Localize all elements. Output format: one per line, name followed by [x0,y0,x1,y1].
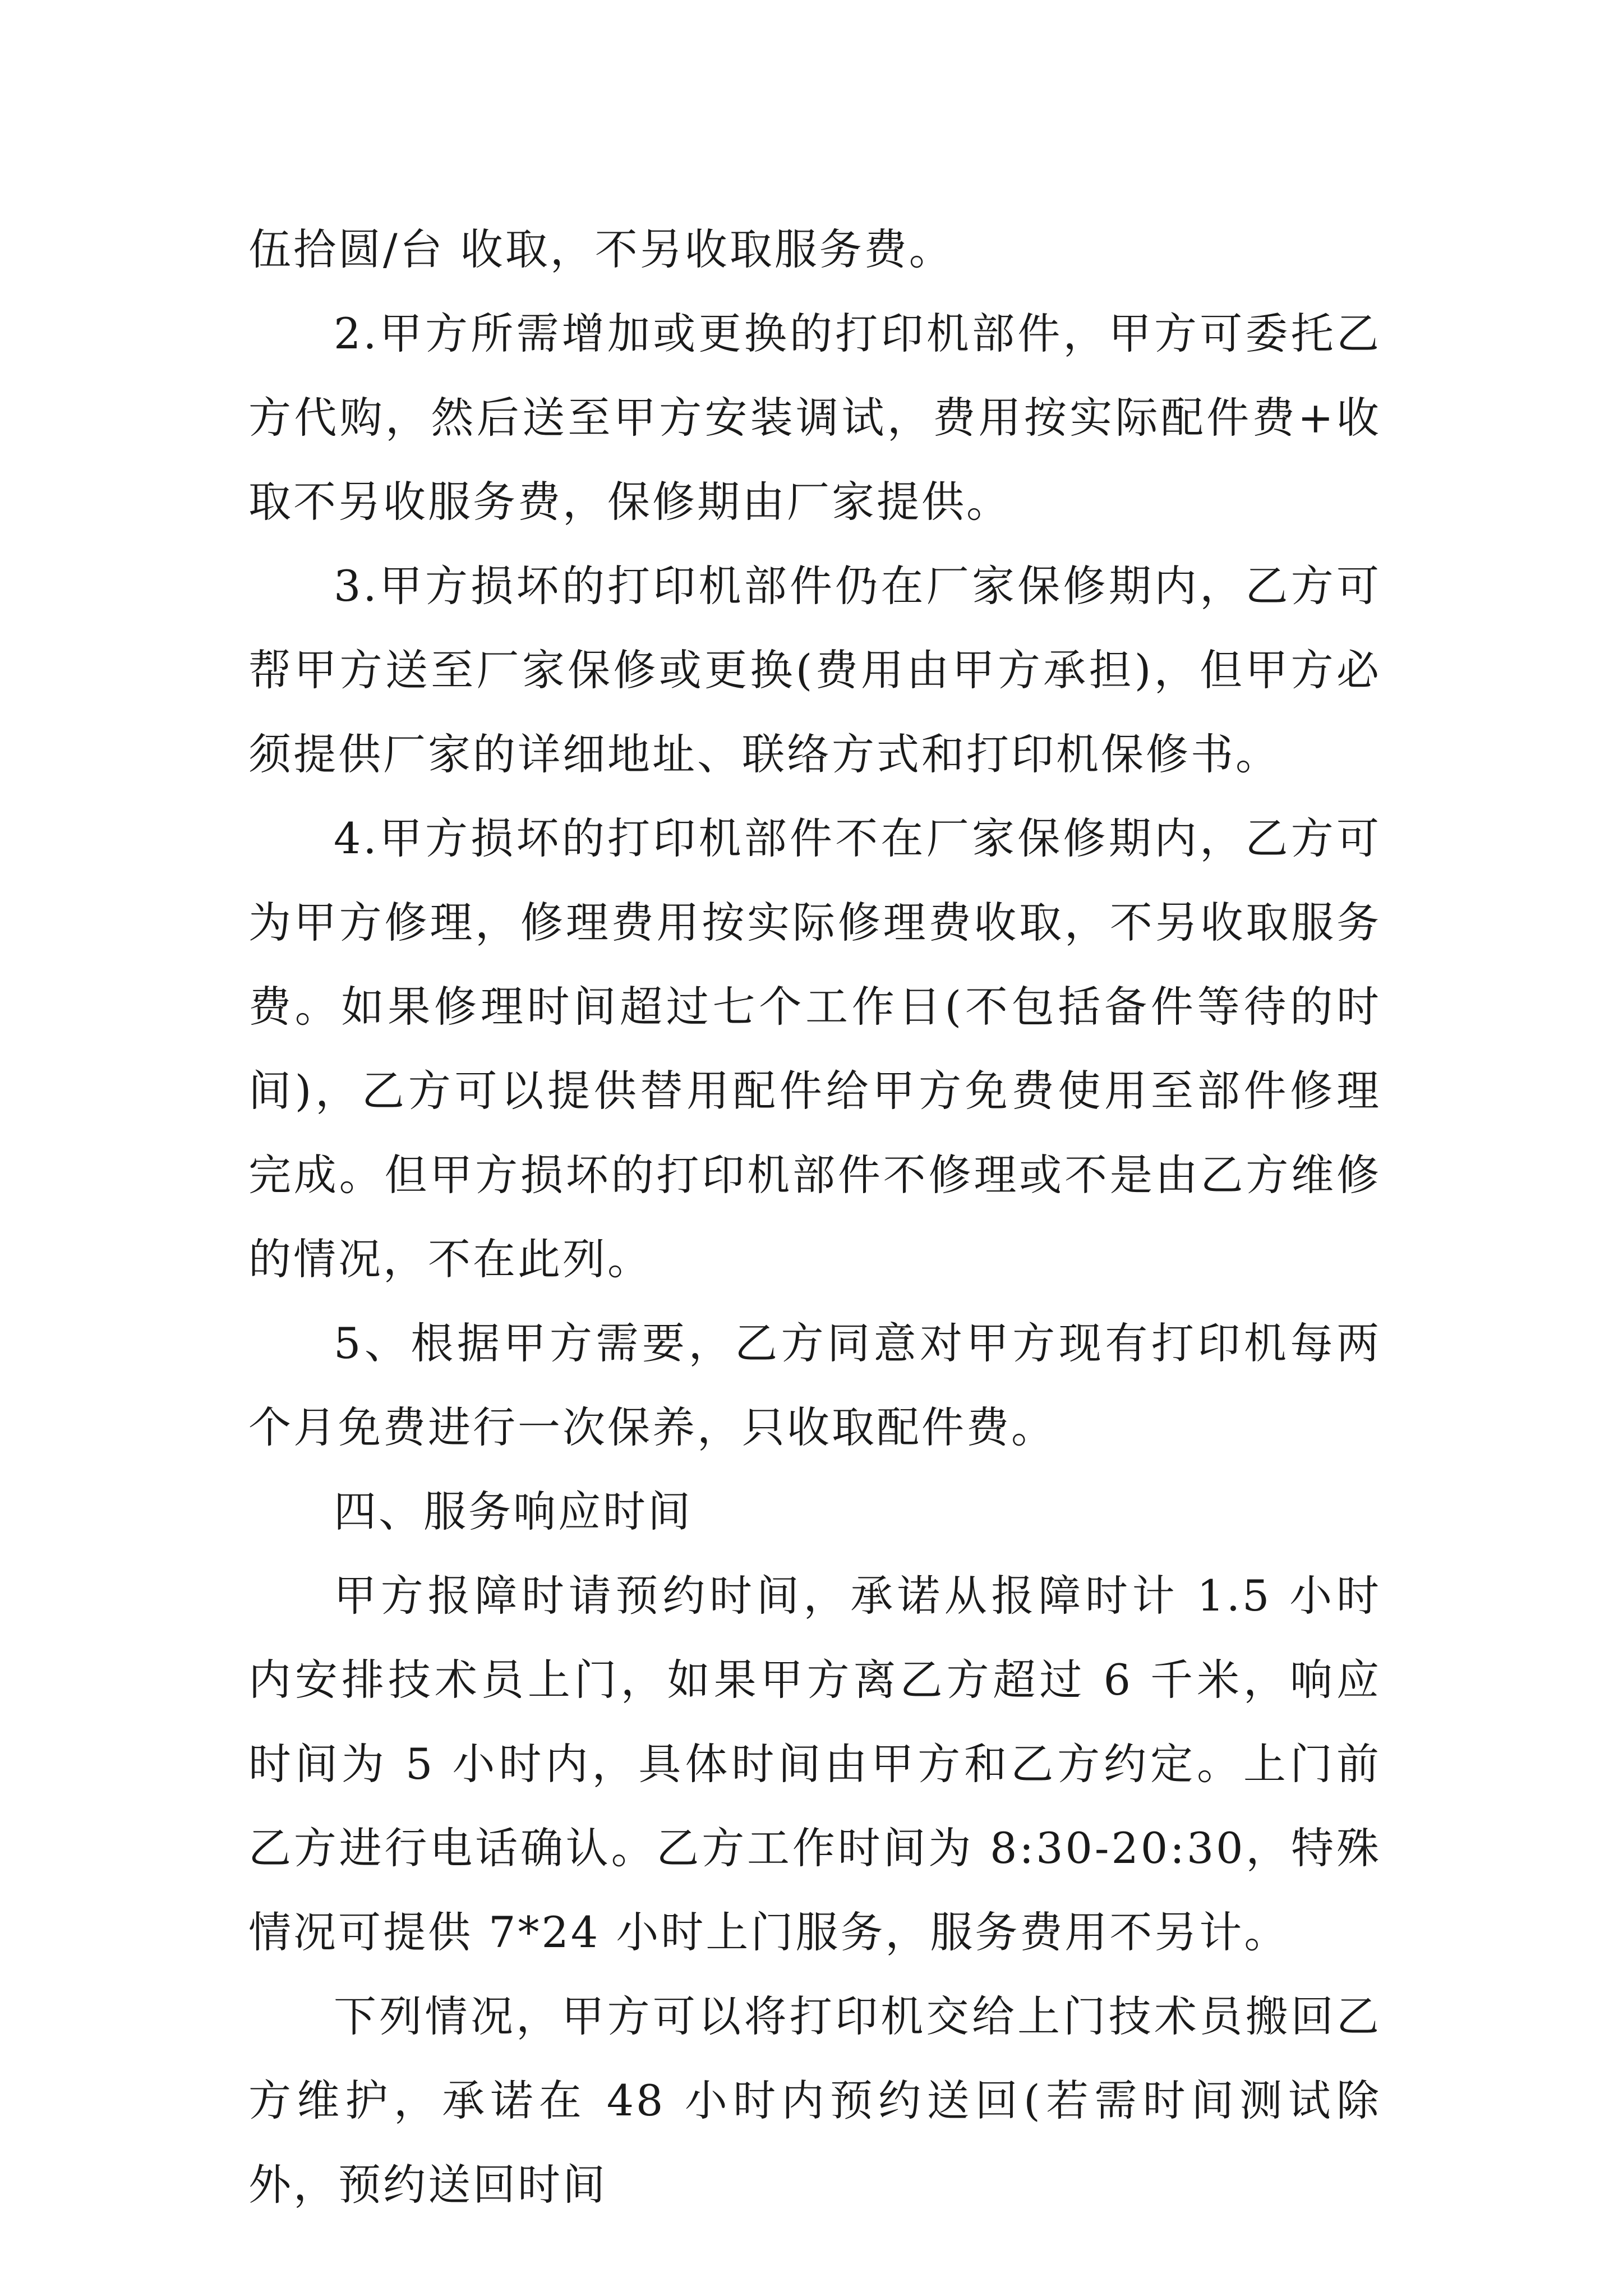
paragraph-take-back-service: 下列情况，甲方可以将打印机交给上门技术员搬回乙方维护，承诺在 48 小时内预约送回(若需时间测试除外，预约送回时间 [248,1991,1381,2210]
paragraph-fee-continuation: 伍拾圆/台 收取，不另收取服务费。 [248,224,954,274]
paragraph-item-5: 5、根据甲方需要，乙方同意对甲方现有打印机每两个月免费进行一次保养，只收取配件费。 [248,1318,1381,1452]
paragraph-response-time: 甲方报障时请预约时间，承诺从报障时计 1.5 小时内安排技术员上门，如果甲方离乙方超过 6 千米，响应时间为 5 小时内，具体时间由甲方和乙方约定。上门前乙方进行电话确认。乙方工作时间为 8:30-20:30，特殊情况可提供 7*24 小时上门服务，服务费用不另计。 [248,1571,1381,1957]
section-heading-response-time: 四、服务响应时间 [334,1487,693,1536]
paragraph-item-4: 4.甲方损坏的打印机部件不在厂家保修期内，乙方可为甲方修理，修理费用按实际修理费收取，不另收取服务费。如果修理时间超过七个工作日(不包括备件等待的时间)，乙方可以提供替用配件给甲方免费使用至部件修理完成。但甲方损坏的打印机部件不修理或不是由乙方维修的情况，不在此列。 [248,813,1381,1284]
document-body [248,208,1381,2227]
paragraph-item-2: 2.甲方所需增加或更换的打印机部件，甲方可委托乙方代购，然后送至甲方安装调试，费用按实际配件费+收取不另收服务费，保修期由厂家提供。 [248,309,1381,527]
paragraph-item-3: 3.甲方损坏的打印机部件仍在厂家保修期内，乙方可帮甲方送至厂家保修或更换(费用由甲方承担)，但甲方必须提供厂家的详细地址、联络方式和打印机保修书。 [248,561,1381,779]
